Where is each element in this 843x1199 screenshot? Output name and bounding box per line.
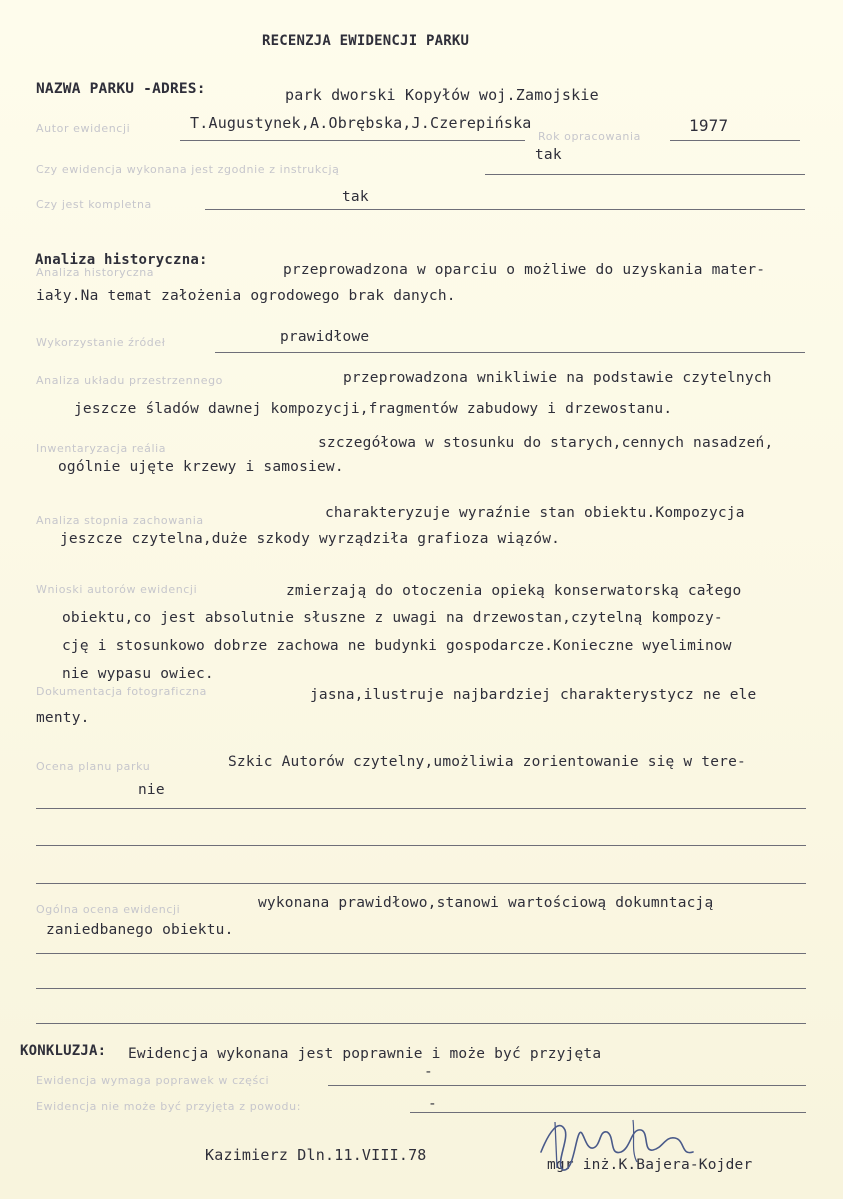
complete-value: tak [342,189,369,205]
signature-name: mgr inż.K.Bajera-Kojder [547,1157,753,1173]
year-line [670,140,800,141]
spatial-line-2: jeszcze śladów dawnej kompozycji,fragmentów zabudowy i drzewostanu. [74,401,673,417]
historical-label: Analiza historyczna: [35,252,208,268]
historical-line-1: przeprowadzona w oparciu o możliwe do uzyskania mater- [283,262,766,278]
preservation-print-label: Analiza stopnia zachowania [36,514,204,527]
plan-line-a [36,808,806,809]
overall-print-label: Ogólna ocena ewidencji [36,903,181,916]
corrections-line [328,1085,806,1086]
plan-print-label: Ocena planu parku [36,760,151,773]
overall-line-1: wykonana prawidłowo,stanowi wartościową dokumntacją [258,895,714,911]
author-print-label: Autor ewidencji [36,122,131,135]
conclusions-line-2: obiektu,co jest absolutnie słuszne z uwagi na drzewostan,czytelną kompozy- [62,610,723,626]
complete-print-label: Czy jest kompletna [36,198,152,211]
overall-line-a [36,953,806,954]
conclusions-line-3: cję i stosunkowo dobrze zachowa ne budynki gospodarcze.Konieczne wyeliminow [62,638,732,654]
spatial-line-1: przeprowadzona wnikliwie na podstawie czytelnych [343,370,772,386]
overall-line-c [36,1023,806,1024]
plan-line-2: nie [138,782,165,798]
photo-line-2: menty. [36,710,90,726]
conclusion-label: KONKLUZJA: [20,1043,107,1059]
handwritten-signature [535,1112,715,1174]
year-value: 1977 [689,116,729,135]
author-value: T.Augustynek,A.Obrębska,J.Czerepińska [190,114,532,132]
spatial-print-label: Analiza układu przestrzennego [36,374,223,387]
plan-line-1: Szkic Autorów czytelny,umożliwia zorientowanie się w tere- [228,754,746,770]
inventory-line-2: ogólnie ujęte krzewy i samosiew. [58,459,344,475]
conform-value: tak [535,147,562,163]
sources-print-label: Wykorzystanie źródeł [36,336,166,349]
historical-line-2: iały.Na temat założenia ogrodowego brak danych. [36,288,456,304]
overall-line-b [36,988,806,989]
park-name-label: NAZWA PARKU -ADRES: [36,81,206,97]
overall-line-2: zaniedbanego obiektu. [46,922,234,938]
plan-line-c [36,883,806,884]
preservation-line-1: charakteryzuje wyraźnie stan obiektu.Kompozycja [325,505,745,521]
sources-line [215,352,805,353]
complete-line [205,209,805,210]
conclusions-print-label: Wnioski autorów ewidencji [36,583,198,596]
rejected-value: - [428,1096,437,1112]
corrections-value: - [424,1064,433,1080]
place-date: Kazimierz Dln.11.VIII.78 [205,1146,427,1164]
conclusions-line-1: zmierzają do otoczenia opieką konserwatorską całego [286,583,742,599]
photo-line-1: jasna,ilustruje najbardziej charakterystycz ne ele [310,687,757,703]
conform-line [485,174,805,175]
preservation-line-2: jeszcze czytelna,duże szkody wyrządziła grafioza wiązów. [60,531,561,547]
plan-line-b [36,845,806,846]
conclusions-line-4: nie wypasu owiec. [62,666,214,682]
inventory-line-1: szczegółowa w stosunku do starych,cennych nasadzeń, [318,435,774,451]
rejected-print-label: Ewidencja nie może być przyjęta z powodu: [36,1100,302,1113]
year-print-label: Rok opracowania [538,130,642,143]
author-line [180,140,525,141]
corrections-print-label: Ewidencja wymaga poprawek w części [36,1074,270,1087]
document-title: RECENZJA EWIDENCJI PARKU [262,33,470,49]
park-name-value: park dworski Kopyłów woj.Zamojskie [285,86,599,104]
photo-print-label: Dokumentacja fotograficzna [36,685,208,698]
inventory-print-label: Inwentaryzacja reália [36,442,167,455]
historical-print-label: Analiza historyczna [36,266,155,279]
conform-print-label: Czy ewidencja wykonana jest zgodnie z instrukcją [36,163,340,176]
sources-value: prawidłowe [280,329,370,345]
conclusion-value: Ewidencja wykonana jest poprawnie i może być przyjęta [128,1046,602,1062]
